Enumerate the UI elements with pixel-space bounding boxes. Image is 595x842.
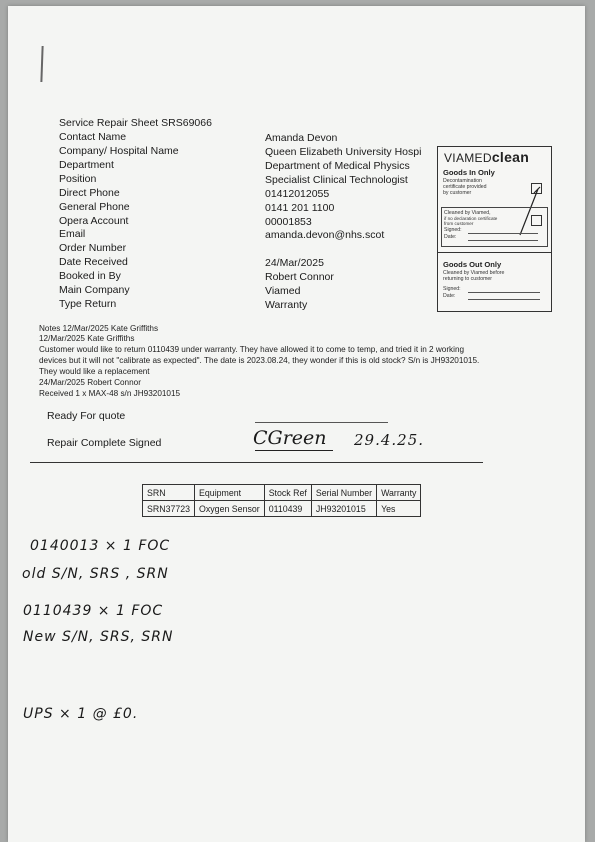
field-label: General Phone <box>59 201 130 213</box>
goods-in-note: by customer <box>443 190 472 196</box>
notes-line: Received 1 x MAX-48 s/n JH93201015 <box>39 389 181 398</box>
table-header: Warranty <box>377 485 421 501</box>
table-cell: Oxygen Sensor <box>195 501 265 517</box>
notes-line: Notes 12/Mar/2025 Kate Griffiths <box>39 324 159 333</box>
field-label: Main Company <box>59 284 130 296</box>
table-cell: SRN37723 <box>143 501 195 517</box>
field-value: Warranty <box>265 299 308 311</box>
field-label: Date Received <box>59 256 128 268</box>
table-header: Serial Number <box>311 485 376 501</box>
table-row <box>143 501 421 517</box>
table-header: Equipment <box>195 485 265 501</box>
notes-line: Customer would like to return 0110439 under warranty. They have allowed it to come to temp, and tried it in 2 working <box>39 345 465 354</box>
field-value: Amanda Devon <box>265 132 338 144</box>
cleaned-by-section <box>441 207 548 247</box>
field-value: amanda.devon@nhs.scot <box>265 229 385 241</box>
field-label: Position <box>59 173 97 185</box>
signed-label: Signed: <box>443 286 461 292</box>
field-value: Department of Medical Physics <box>265 160 410 172</box>
goods-in-heading: Goods In Only <box>443 168 495 177</box>
cleaned-by-label: Cleaned by Viamed, <box>444 210 491 216</box>
date-line <box>468 240 538 241</box>
date-label: Date: <box>444 234 457 240</box>
goods-out-note: Cleaned by Viamed before <box>443 270 505 276</box>
table-header-row <box>143 485 421 501</box>
signature-line <box>468 233 538 234</box>
field-value: Specialist Clinical Technologist <box>265 174 408 186</box>
ready-for-quote-line <box>255 422 388 423</box>
handwritten-line: old S/N, SRS , SRN <box>22 566 169 582</box>
viamed-clean-logo: VIAMEDclean <box>444 149 530 165</box>
field-value: 00001853 <box>265 216 312 228</box>
field-value: 0141 201 1100 <box>265 202 335 214</box>
field-label: Booked in By <box>59 270 121 282</box>
field-label: Direct Phone <box>59 187 120 199</box>
field-label: Opera Account <box>59 215 129 227</box>
signature-underline <box>255 450 333 451</box>
goods-out-heading: Goods Out Only <box>443 260 502 269</box>
handwritten-date: 29.4.25. <box>354 431 425 449</box>
table-header: Stock Ref <box>264 485 311 501</box>
goods-out-note: returning to customer <box>443 276 493 282</box>
field-label: Email <box>59 228 86 240</box>
notes-line: 24/Mar/2025 Robert Connor <box>39 378 141 387</box>
ready-for-quote-label: Ready For quote <box>47 410 126 422</box>
field-label: Company/ Hospital Name <box>59 145 179 157</box>
cleaned-checkbox[interactable] <box>531 215 542 226</box>
field-value: Robert Connor <box>265 271 334 283</box>
notes-line: 12/Mar/2025 Kate Griffiths <box>39 334 135 343</box>
goods-in-note: Decontamination <box>443 178 482 184</box>
table-cell: 0110439 <box>264 501 311 517</box>
table-cell: Yes <box>377 501 421 517</box>
goods-in-note: certificate provided <box>443 184 487 190</box>
repair-sheet-page <box>8 6 585 842</box>
notes-line: devices but it will not "calibrate as expected". The date is 2023.08.24, they wonder if this is old stock? S/n is JH93201015. <box>39 356 480 365</box>
signed-label: Signed: <box>444 227 462 233</box>
field-value: Viamed <box>265 285 301 297</box>
date-label: Date: <box>443 293 456 299</box>
handwritten-line: 0110439 × 1 FOC <box>23 603 164 619</box>
viamed-clean-stamp <box>437 146 552 312</box>
field-label: Contact Name <box>59 131 127 143</box>
section-divider <box>30 462 483 463</box>
handwritten-line: 0140013 × 1 FOC <box>30 538 171 554</box>
handwritten-signature: CGreen <box>253 427 327 449</box>
field-value: 01412012055 <box>265 188 330 200</box>
notes-line: They would like a replacement <box>39 367 150 376</box>
table-cell: JH93201015 <box>311 501 376 517</box>
divider <box>438 252 551 253</box>
field-value: 24/Mar/2025 <box>265 257 324 269</box>
handwritten-line: New S/N, SRS, SRN <box>23 629 174 645</box>
field-label: Order Number <box>59 242 127 254</box>
field-label: Type Return <box>59 298 117 310</box>
sheet-title: Service Repair Sheet SRS69066 <box>59 117 212 129</box>
field-label: Department <box>59 159 114 171</box>
signature-line <box>468 292 540 293</box>
date-line <box>468 299 540 300</box>
srn-table <box>142 484 421 517</box>
field-value: Queen Elizabeth University Hospi <box>265 146 422 158</box>
repair-complete-label: Repair Complete Signed <box>47 437 162 449</box>
pen-mark <box>40 46 43 82</box>
cleaned-by-note: if no declaration certificate <box>444 216 498 221</box>
table-header: SRN <box>143 485 195 501</box>
handwritten-line: UPS × 1 @ £0. <box>23 706 139 722</box>
cleaned-by-note: from customer <box>444 221 474 226</box>
